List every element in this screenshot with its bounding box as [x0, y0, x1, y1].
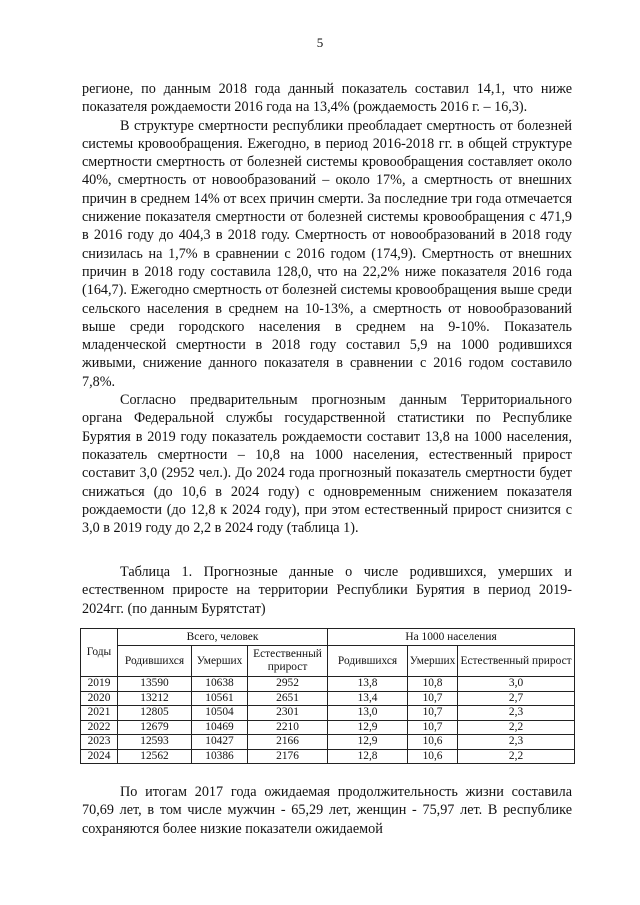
paragraph-mortality-structure: В структуре смертности республики преобладает смертность от болезней системы кровообращения. Ежегодно, в период 2016-2018 гг. в общей структуре смертности смертность от болезней системы кровообращения составляет около 40%, смертность от новообразований – около 17%, а смертность от внешних причин в среднем 14% от всех причин смерти. За последние три года отмечается снижение показателя смертности от болезней системы кровообращения с 471,9 в 2016 году до 404,3 в 2018 году. Смертность от новообразований в 2018 году снизилась на 1,7% в сравнении с 2016 годом (174,9). Смертность от внешних причин в 2018 году составила 128,0, что на 22,2% ниже показателя 2016 года (164,7). Ежегодно смертность от болезней системы кровообращения выше среди сельского населения в среднем на 10-13%, а смертность от новообразований выше среди городского населения в среднем на 9-10%. Показатель младенческой смертности в 2018 году составил 5,9 на 1000 родившихся живыми, снижение данного показателя в сравнении с 2016 годом составило 7,8%. — [82, 117, 572, 390]
header-growth-rate: Естественный прирост — [458, 646, 575, 677]
table-row — [81, 749, 575, 764]
table-row — [81, 720, 575, 735]
cell-born-rate: 13,4 — [328, 691, 408, 706]
cell-born: 12593 — [118, 735, 192, 750]
cell-born: 13212 — [118, 691, 192, 706]
header-group-total: Всего, человек — [118, 629, 328, 646]
cell-born: 13590 — [118, 677, 192, 692]
body-text — [82, 80, 572, 537]
table-row — [81, 706, 575, 721]
header-year: Годы — [81, 629, 118, 677]
cell-growth: 2952 — [248, 677, 328, 692]
cell-growth-rate: 2,2 — [458, 749, 575, 764]
cell-growth: 2301 — [248, 706, 328, 721]
cell-died: 10638 — [192, 677, 248, 692]
cell-born: 12679 — [118, 720, 192, 735]
cell-died: 10427 — [192, 735, 248, 750]
table-row — [81, 735, 575, 750]
cell-born-rate: 13,8 — [328, 677, 408, 692]
cell-year: 2019 — [81, 677, 118, 692]
cell-died-rate: 10,8 — [408, 677, 458, 692]
header-born-rate: Родившихся — [328, 646, 408, 677]
cell-growth: 2210 — [248, 720, 328, 735]
table-row — [81, 691, 575, 706]
page-number: 5 — [316, 35, 324, 50]
cell-growth-rate: 3,0 — [458, 677, 575, 692]
cell-year: 2022 — [81, 720, 118, 735]
paragraph-continuation: регионе, по данным 2018 года данный показатель составил 14,1, что ниже показателя рождаемости 2016 года на 13,4% (рождаемость 2016 г. – 16,3). — [82, 81, 572, 116]
cell-year: 2021 — [81, 706, 118, 721]
cell-growth-rate: 2,2 — [458, 720, 575, 735]
cell-born-rate: 12,8 — [328, 749, 408, 764]
table-row — [81, 677, 575, 692]
cell-died-rate: 10,7 — [408, 691, 458, 706]
cell-born: 12562 — [118, 749, 192, 764]
table-caption: Таблица 1. Прогнозные данные о числе родившихся, умерших и естественном приросте на территории Республики Бурятия в период 2019-2024гг. (по данным Бурятстат) — [82, 564, 572, 617]
cell-year: 2023 — [81, 735, 118, 750]
header-group-per1000: На 1000 населения — [328, 629, 575, 646]
cell-growth-rate: 2,3 — [458, 706, 575, 721]
paragraph-life-expectancy: По итогам 2017 года ожидаемая продолжительность жизни составила 70,69 лет, в том числе мужчин - 65,29 лет, женщин - 75,97 лет. В республике сохраняются более низкие показатели ожидаемой — [82, 784, 572, 837]
cell-year: 2024 — [81, 749, 118, 764]
cell-growth-rate: 2,7 — [458, 691, 575, 706]
cell-born: 12805 — [118, 706, 192, 721]
cell-died: 10504 — [192, 706, 248, 721]
header-died: Умерших — [192, 646, 248, 677]
paragraph-forecast: Согласно предварительным прогнозным данным Территориального органа Федеральной службы государственной статистики по Республике Бурятия в 2019 году показатель рождаемости составит 13,8 на 1000 населения, показатель смертности – 10,8 на 1000 населения, естественный прирост составит 3,0 (2952 чел.). До 2024 года прогнозный показатель смертности будет снижаться (до 10,6 в 2024 году) с одновременным снижением показателя рождаемости (до 12,8 к 2024 году), при этом естественный прирост снизится с 3,0 в 2019 году до 2,2 в 2024 году (таблица 1). — [82, 392, 572, 537]
cell-growth-rate: 2,3 — [458, 735, 575, 750]
header-growth: Естественный прирост — [248, 646, 328, 677]
cell-died-rate: 10,6 — [408, 735, 458, 750]
cell-died-rate: 10,7 — [408, 706, 458, 721]
cell-growth: 2651 — [248, 691, 328, 706]
header-born: Родившихся — [118, 646, 192, 677]
header-died-rate: Умерших — [408, 646, 458, 677]
cell-growth: 2166 — [248, 735, 328, 750]
cell-year: 2020 — [81, 691, 118, 706]
cell-died-rate: 10,6 — [408, 749, 458, 764]
cell-died-rate: 10,7 — [408, 720, 458, 735]
cell-died: 10561 — [192, 691, 248, 706]
cell-born-rate: 12,9 — [328, 720, 408, 735]
cell-growth: 2176 — [248, 749, 328, 764]
cell-born-rate: 12,9 — [328, 735, 408, 750]
forecast-table — [80, 628, 575, 764]
cell-born-rate: 13,0 — [328, 706, 408, 721]
cell-died: 10386 — [192, 749, 248, 764]
cell-died: 10469 — [192, 720, 248, 735]
